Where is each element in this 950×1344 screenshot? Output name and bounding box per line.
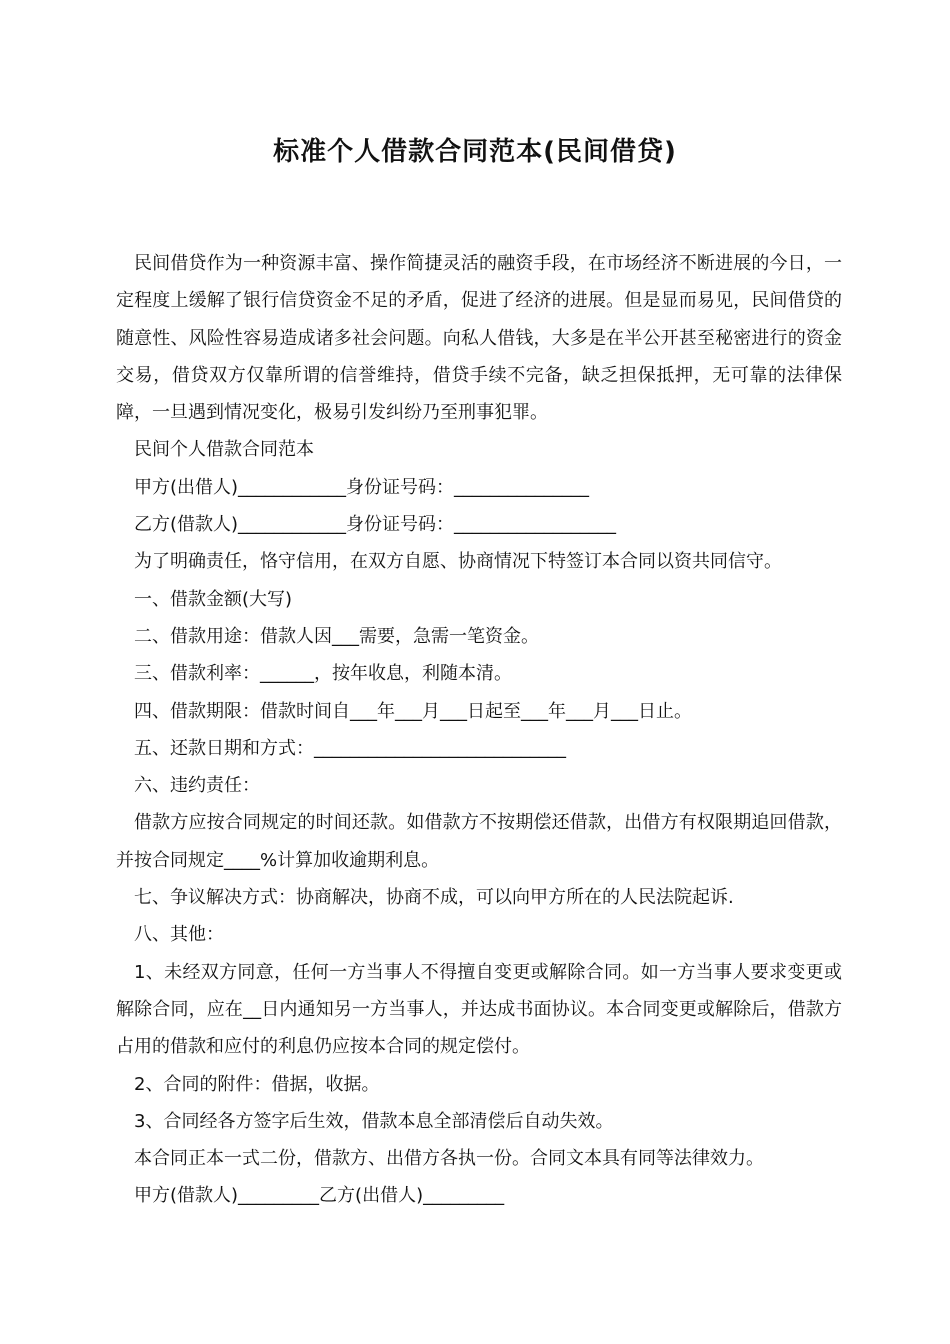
contract-subtitle: 民间个人借款合同范本 [134,439,314,461]
document-title: 标准个人借款合同范本(民间借贷) [273,137,677,167]
clause-4-term: 四、借款期限：借款时间自___年___月___日起至___年___月___日止。 [134,700,692,722]
copies-paragraph: 本合同正本一式二份，借款方、出借方各执一份。合同文本具有同等法律效力。 [134,1148,764,1170]
party-b-line: 乙方(借款人)____________身份证号码：__________________ [134,514,617,536]
intro-paragraph: 民间借贷作为一种资源丰富、操作简捷灵活的融资手段，在市场经济不断进展的今日，一定程度上缓解了银行信贷资金不足的矛盾，促进了经济的进展。但是显而易见，民间借贷的随意性、风险性容易造成诸多社会问题。向私人借钱，大多是在半公开甚至秘密进行的资金交易，借贷双方仅靠所谓的信誉维持，借贷手续不完备，缺乏担保抵押，无可靠的法律保障，一旦遇到情况变化，极易引发纠纷乃至刑事犯罪。 [116,253,842,424]
party-a-line: 甲方(出借人)____________身份证号码：_______________ [134,476,590,498]
signature-line: 甲方(借款人)_________乙方(出借人)_________ [134,1185,505,1207]
clause-5-repayment: 五、还款日期和方式：____________________________ [134,737,566,759]
clause-8-item-1: 1、未经双方同意，任何一方当事人不得擅自变更或解除合同。如一方当事人要求变更或解除合同，应在__日内通知另一方当事人，并达成书面协议。本合同变更或解除后，借款方占用的借款和应付的利息仍应按本合同的规定偿付。 [116,961,842,1058]
clause-1-amount: 一、借款金额(大写) [134,588,293,610]
clause-3-interest: 三、借款利率：______，按年收息，利随本清。 [134,663,512,685]
document-body [116,245,842,1215]
clause-8-item-3: 3、合同经各方签字后生效，借款本息全部清偿后自动失效。 [134,1110,614,1132]
clause-8-item-2: 2、合同的附件：借据，收据。 [134,1073,380,1095]
clause-7-dispute: 七、争议解决方式：协商解决，协商不成，可以向甲方所在的人民法院起诉. [134,887,734,909]
clause-6-body: 借款方应按合同规定的时间还款。如借款方不按期偿还借款，出借方有权限期追回借款，并按合同规定____%计算加收逾期利息。 [116,812,842,871]
clause-8-heading: 八、其他： [134,924,224,946]
clause-2-purpose: 二、借款用途：借款人因___需要，急需一笔资金。 [134,625,539,647]
preamble-paragraph: 为了明确责任，恪守信用，在双方自愿、协商情况下特签订本合同以资共同信守。 [134,551,782,573]
clause-6-heading: 六、违约责任： [134,775,260,797]
